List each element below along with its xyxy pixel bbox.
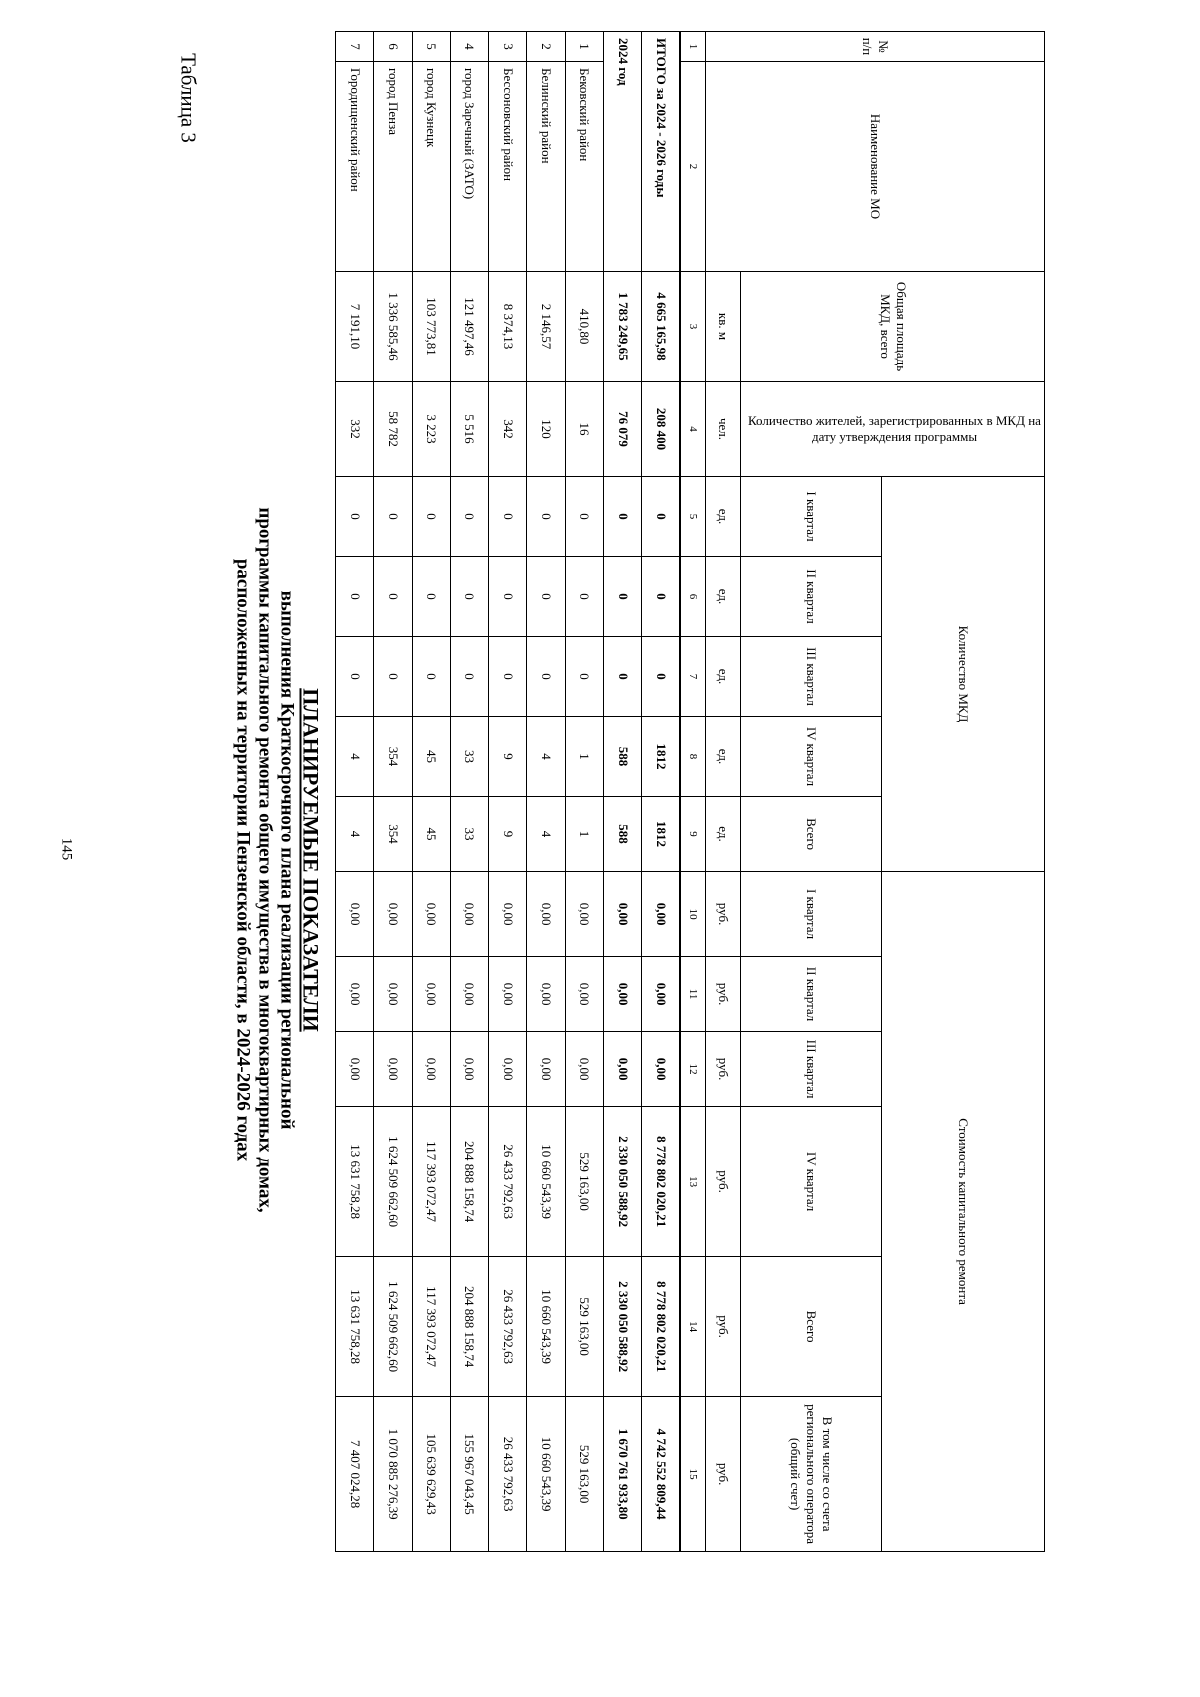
cell-m2: 0 (412, 557, 450, 637)
cell-m1: 0 (450, 477, 488, 557)
unit-cost-q1: руб. (705, 872, 740, 957)
cell-c3: 0,00 (565, 1032, 603, 1107)
cell-area: 121 497,46 (450, 272, 488, 382)
cell-m1: 0 (374, 477, 412, 557)
cell-c3: 0,00 (489, 1032, 527, 1107)
cell-mtot: 45 (412, 797, 450, 872)
cell-m3: 0 (489, 637, 527, 717)
cell-creg: 7 407 024,28 (336, 1397, 374, 1552)
colnum-5: 5 (680, 477, 705, 557)
table-caption: Таблица 3 (176, 53, 201, 143)
table-row (374, 32, 412, 1552)
cell-c1: 0,00 (374, 872, 412, 957)
colnum-10: 10 (680, 872, 705, 957)
municipality-name: город Кузнецк (412, 62, 450, 272)
unit-cost-q4: руб. (705, 1107, 740, 1257)
cell-m2: 0 (603, 557, 641, 637)
cell-area: 1 336 585,46 (374, 272, 412, 382)
cell-ctot: 10 660 543,39 (527, 1257, 565, 1397)
header-residents (741, 382, 1045, 477)
unit-cost-q3: руб. (705, 1032, 740, 1107)
cell-mtot: 9 (489, 797, 527, 872)
cell-c2: 0,00 (374, 957, 412, 1032)
row-number: 5 (412, 32, 450, 62)
cell-m2: 0 (527, 557, 565, 637)
cell-creg: 4 742 552 809,44 (642, 1397, 681, 1552)
cell-m1: 0 (336, 477, 374, 557)
cell-m1: 0 (412, 477, 450, 557)
unit-residents: чел. (705, 382, 740, 477)
cell-c4: 2 330 050 588,92 (603, 1107, 641, 1257)
header-mkd-q2: II квартал (741, 557, 882, 637)
unit-mkd-q2: ед. (705, 557, 740, 637)
cell-c3: 0,00 (374, 1032, 412, 1107)
document-title (232, 285, 325, 1435)
cell-creg: 1 070 885 276,39 (374, 1397, 412, 1552)
cell-c4: 1 624 509 662,60 (374, 1107, 412, 1257)
unit-cost-regional: руб. (705, 1397, 740, 1552)
cell-c2: 0,00 (450, 957, 488, 1032)
cell-c3: 0,00 (450, 1032, 488, 1107)
summary-label: 2024 год (603, 32, 641, 272)
cell-c1: 0,00 (603, 872, 641, 957)
indicators-table-container (335, 31, 1045, 1551)
cell-ctot: 529 163,00 (565, 1257, 603, 1397)
cell-area: 8 374,13 (489, 272, 527, 382)
cell-m2: 0 (450, 557, 488, 637)
cell-m4: 1812 (642, 717, 681, 797)
cell-creg: 1 670 761 933,80 (603, 1397, 641, 1552)
cell-m4: 354 (374, 717, 412, 797)
title-line-2: выполнения Краткосрочного плана реализации региональной (276, 590, 298, 1130)
cell-c1: 0,00 (336, 872, 374, 957)
cell-ctot: 1 624 509 662,60 (374, 1257, 412, 1397)
cell-m3: 0 (603, 637, 641, 717)
header-cost-q3: III квартал (741, 1032, 882, 1107)
cell-ctot: 26 433 792,63 (489, 1257, 527, 1397)
cell-c1: 0,00 (450, 872, 488, 957)
header-cost-group: Стоимость капитального ремонта (882, 872, 1045, 1552)
municipality-name: Белинский район (527, 62, 565, 272)
unit-cost-q2: руб. (705, 957, 740, 1032)
cell-m2: 0 (489, 557, 527, 637)
cell-m4: 1 (565, 717, 603, 797)
cell-ctot: 2 330 050 588,92 (603, 1257, 641, 1397)
row-number: 4 (450, 32, 488, 62)
cell-residents: 76 079 (603, 382, 641, 477)
colnum-15: 15 (680, 1397, 705, 1552)
header-cost-regional: В том числе со счета регионального оператора (общий счет) (741, 1397, 882, 1552)
cell-mtot: 588 (603, 797, 641, 872)
unit-area: кв. м (705, 272, 740, 382)
cell-c4: 204 888 158,74 (450, 1107, 488, 1257)
cell-residents: 208 400 (642, 382, 681, 477)
colnum-11: 11 (680, 957, 705, 1032)
cell-mtot: 1 (565, 797, 603, 872)
table-row (527, 32, 565, 1552)
cell-residents: 58 782 (374, 382, 412, 477)
unit-mkd-q3: ед. (705, 637, 740, 717)
colnum-9: 9 (680, 797, 705, 872)
header-num: № п/п (705, 32, 1044, 62)
header-name: Наименование МО (705, 62, 1044, 272)
table-row (450, 32, 488, 1552)
table-row (489, 32, 527, 1552)
header-mkd-group: Количество МКД (882, 477, 1045, 872)
cell-mtot: 4 (527, 797, 565, 872)
cell-mtot: 33 (450, 797, 488, 872)
header-mkd-total: Всего (741, 797, 882, 872)
cell-mtot: 354 (374, 797, 412, 872)
cell-m1: 0 (489, 477, 527, 557)
cell-c4: 26 433 792,63 (489, 1107, 527, 1257)
unit-mkd-total: ед. (705, 797, 740, 872)
cell-c2: 0,00 (642, 957, 681, 1032)
unit-mkd-q1: ед. (705, 477, 740, 557)
cell-mtot: 1812 (642, 797, 681, 872)
cell-c4: 13 631 758,28 (336, 1107, 374, 1257)
cell-creg: 105 639 629,43 (412, 1397, 450, 1552)
cell-m3: 0 (565, 637, 603, 717)
row-number: 1 (565, 32, 603, 62)
cell-m2: 0 (336, 557, 374, 637)
cell-ctot: 13 631 758,28 (336, 1257, 374, 1397)
cell-creg: 26 433 792,63 (489, 1397, 527, 1552)
table-row (565, 32, 603, 1552)
unit-mkd-q4: ед. (705, 717, 740, 797)
colnum-1: 1 (680, 32, 705, 62)
cell-mtot: 4 (336, 797, 374, 872)
colnum-14: 14 (680, 1257, 705, 1397)
colnum-7: 7 (680, 637, 705, 717)
table-summary-row (642, 32, 681, 1552)
header-mkd-q4: IV квартал (741, 717, 882, 797)
cell-creg: 10 660 543,39 (527, 1397, 565, 1552)
cell-c2: 0,00 (527, 957, 565, 1032)
column-numbers-row (680, 32, 705, 1552)
header-mkd-q1: I квартал (741, 477, 882, 557)
header-cost-q2: II квартал (741, 957, 882, 1032)
cell-c1: 0,00 (642, 872, 681, 957)
cell-c4: 117 393 072,47 (412, 1107, 450, 1257)
cell-c1: 0,00 (565, 872, 603, 957)
header-row-1 (882, 32, 1045, 1552)
cell-area: 4 665 165,98 (642, 272, 681, 382)
cell-c1: 0,00 (489, 872, 527, 957)
colnum-2: 2 (680, 62, 705, 272)
cell-residents: 332 (336, 382, 374, 477)
title-line-1: ПЛАНИРУЕМЫЕ ПОКАЗАТЕЛИ (298, 688, 324, 1032)
colnum-4: 4 (680, 382, 705, 477)
colnum-3: 3 (680, 272, 705, 382)
header-residents-text: Количество жителей, зарегистрированных в МКД на дату утверждения программы (748, 413, 1041, 444)
header-mkd-q3: III квартал (741, 637, 882, 717)
cell-m3: 0 (527, 637, 565, 717)
cell-residents: 16 (565, 382, 603, 477)
unit-cost-total: руб. (705, 1257, 740, 1397)
municipality-name: город Заречный (ЗАТО) (450, 62, 488, 272)
cell-m4: 4 (527, 717, 565, 797)
cell-m2: 0 (374, 557, 412, 637)
colnum-8: 8 (680, 717, 705, 797)
row-number: 7 (336, 32, 374, 62)
cell-c2: 0,00 (336, 957, 374, 1032)
title-line-3: программы капитального ремонта общего имущества в многоквартирных домах, (254, 507, 276, 1213)
cell-m2: 0 (642, 557, 681, 637)
cell-c2: 0,00 (489, 957, 527, 1032)
cell-c2: 0,00 (412, 957, 450, 1032)
colnum-6: 6 (680, 557, 705, 637)
cell-area: 7 191,10 (336, 272, 374, 382)
cell-c3: 0,00 (412, 1032, 450, 1107)
title-line-4: расположенных на территории Пензенской области, в 2024-2026 годах (232, 558, 254, 1162)
cell-c1: 0,00 (412, 872, 450, 957)
cell-residents: 5 516 (450, 382, 488, 477)
row-number: 6 (374, 32, 412, 62)
municipality-name: Городищенский район (336, 62, 374, 272)
cell-m4: 33 (450, 717, 488, 797)
cell-residents: 3 223 (412, 382, 450, 477)
header-cost-total: Всего (741, 1257, 882, 1397)
colnum-13: 13 (680, 1107, 705, 1257)
cell-ctot: 8 778 802 020,21 (642, 1257, 681, 1397)
cell-m2: 0 (565, 557, 603, 637)
page-number: 145 (58, 837, 75, 861)
cell-ctot: 117 393 072,47 (412, 1257, 450, 1397)
cell-area: 103 773,81 (412, 272, 450, 382)
row-number: 3 (489, 32, 527, 62)
municipality-name: Бессоновский район (489, 62, 527, 272)
header-cost-q1: I квартал (741, 872, 882, 957)
cell-m4: 9 (489, 717, 527, 797)
row-number: 2 (527, 32, 565, 62)
cell-c1: 0,00 (527, 872, 565, 957)
cell-m3: 0 (336, 637, 374, 717)
cell-m3: 0 (642, 637, 681, 717)
cell-creg: 529 163,00 (565, 1397, 603, 1552)
cell-c2: 0,00 (603, 957, 641, 1032)
cell-m1: 0 (642, 477, 681, 557)
cell-m3: 0 (374, 637, 412, 717)
cell-ctot: 204 888 158,74 (450, 1257, 488, 1397)
cell-c4: 8 778 802 020,21 (642, 1107, 681, 1257)
cell-c4: 10 660 543,39 (527, 1107, 565, 1257)
cell-c3: 0,00 (336, 1032, 374, 1107)
municipality-name: город Пенза (374, 62, 412, 272)
cell-m1: 0 (603, 477, 641, 557)
cell-c3: 0,00 (527, 1032, 565, 1107)
cell-m4: 45 (412, 717, 450, 797)
colnum-12: 12 (680, 1032, 705, 1107)
cell-m3: 0 (450, 637, 488, 717)
cell-c2: 0,00 (565, 957, 603, 1032)
cell-area: 410,80 (565, 272, 603, 382)
cell-c3: 0,00 (603, 1032, 641, 1107)
indicators-table (335, 31, 1045, 1552)
header-cost-q4: IV квартал (741, 1107, 882, 1257)
table-row (336, 32, 374, 1552)
cell-area: 1 783 249,65 (603, 272, 641, 382)
cell-area: 2 146,57 (527, 272, 565, 382)
cell-m4: 4 (336, 717, 374, 797)
cell-residents: 342 (489, 382, 527, 477)
cell-creg: 155 967 043,45 (450, 1397, 488, 1552)
cell-c3: 0,00 (642, 1032, 681, 1107)
cell-residents: 120 (527, 382, 565, 477)
table-summary-row (603, 32, 641, 1552)
cell-m4: 588 (603, 717, 641, 797)
cell-c4: 529 163,00 (565, 1107, 603, 1257)
summary-label: ИТОГО за 2024 - 2026 годы (642, 32, 681, 272)
cell-m3: 0 (412, 637, 450, 717)
cell-m1: 0 (527, 477, 565, 557)
header-area: Общая площадь МКД, всего (741, 272, 1045, 382)
table-row (412, 32, 450, 1552)
cell-m1: 0 (565, 477, 603, 557)
municipality-name: Бековский район (565, 62, 603, 272)
